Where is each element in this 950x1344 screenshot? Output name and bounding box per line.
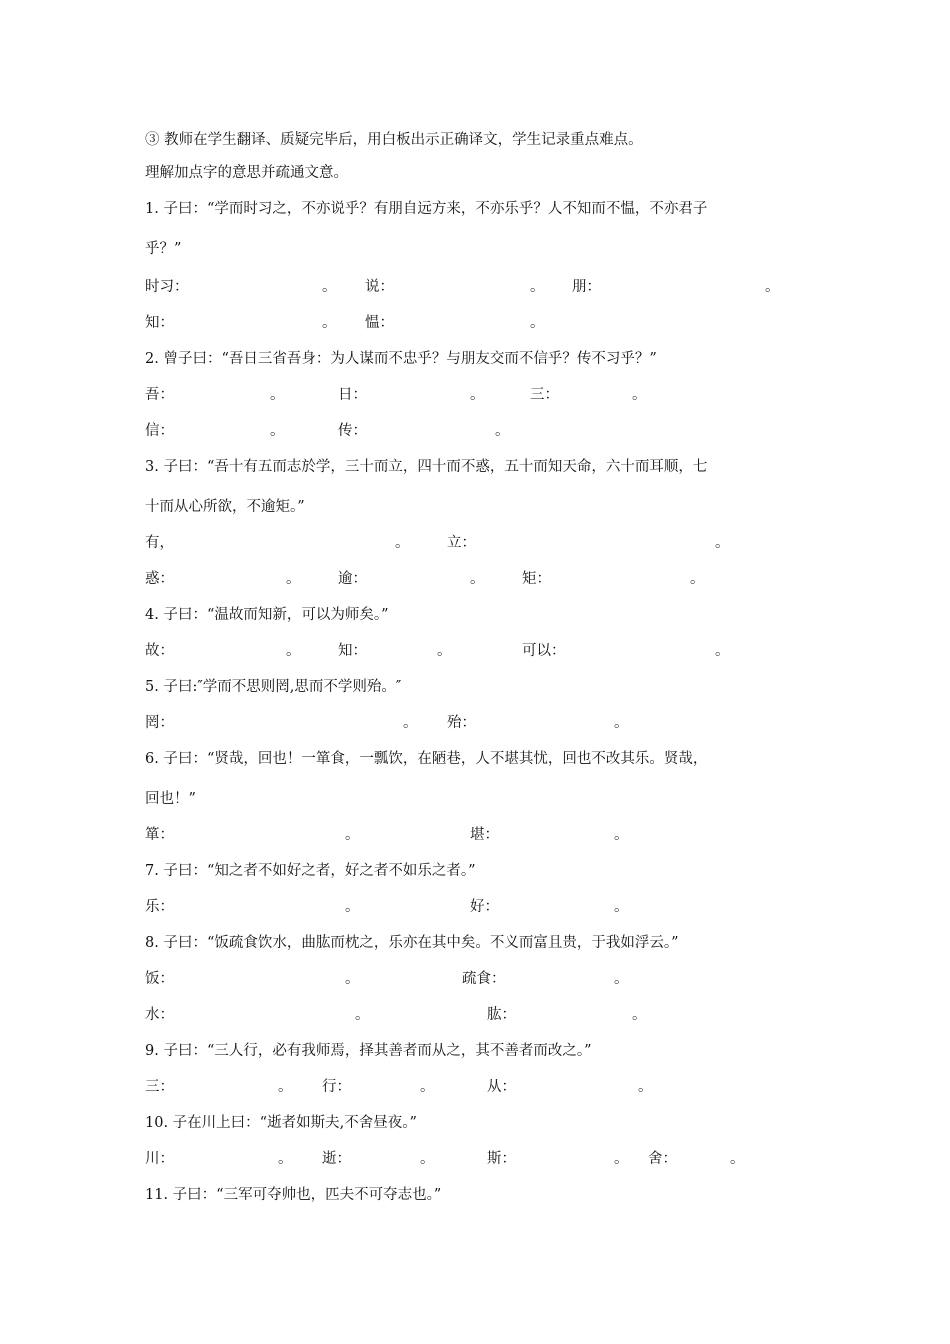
item-text: 1. 子曰：“学而时习之，不亦说乎？有朋自远方来，不亦乐乎？人不知而不愠，不亦君子 (145, 201, 708, 217)
term-end: 。 (690, 571, 705, 587)
term-end: 。 (322, 279, 337, 295)
term-end: 。 (614, 827, 629, 843)
term-end: 。 (345, 899, 360, 915)
term-label: 矩： (522, 571, 551, 587)
term-end: 。 (345, 827, 360, 843)
term-label: 有， (145, 535, 174, 551)
term-end: 。 (470, 571, 485, 587)
term-end: 。 (278, 1079, 293, 1095)
term-label: 堪： (470, 827, 499, 843)
term-end: 。 (765, 279, 780, 295)
term-end: 。 (632, 1007, 647, 1023)
term-label: 乐： (145, 899, 174, 915)
item-text: 十而从心所欲，不逾矩。” (145, 499, 305, 515)
item-text: 5. 子曰:″学而不思则罔,思而不学则殆。″ (145, 679, 402, 695)
item-text: 回也！” (145, 791, 196, 807)
term-label: 逾： (338, 571, 367, 587)
term-label: 故： (145, 643, 174, 659)
item-text: 6. 子曰：“贤哉，回也！一箪食，一瓢饮，在陋巷，人不堪其忧，回也不改其乐。贤哉， (145, 751, 708, 767)
term-label: 传： (338, 423, 367, 439)
item-text: 3. 子曰：“吾十有五而志於学，三十而立，四十而不惑，五十而知天命，六十而耳顺，七 (145, 459, 708, 475)
term-end: 。 (270, 423, 285, 439)
term-label: 时习： (145, 279, 189, 295)
term-end: 。 (614, 971, 629, 987)
item-text: 11. 子曰：“三军可夺帅也，匹夫不可夺志也。” (145, 1187, 442, 1203)
term-end: 。 (632, 387, 647, 403)
term-label: 斯： (487, 1151, 516, 1167)
term-end: 。 (638, 1079, 653, 1095)
term-end: 。 (715, 535, 730, 551)
term-label: 疏食： (462, 971, 506, 987)
term-label: 水： (145, 1007, 174, 1023)
term-label: 箪： (145, 827, 174, 843)
term-end: 。 (495, 423, 510, 439)
term-label: 川： (145, 1151, 174, 1167)
term-label: 罔： (145, 715, 174, 731)
item-text: 乎？” (145, 241, 182, 257)
term-label: 朋： (572, 279, 601, 295)
term-label: 饭： (145, 971, 174, 987)
term-label: 信： (145, 423, 174, 439)
term-end: 。 (270, 387, 285, 403)
term-end: 。 (345, 971, 360, 987)
term-label: 舍： (648, 1151, 677, 1167)
term-end: 。 (286, 643, 301, 659)
term-end: 。 (530, 315, 545, 331)
term-label: 知： (145, 315, 174, 331)
term-label: 立： (447, 535, 476, 551)
term-end: 。 (530, 279, 545, 295)
term-label: 惑： (145, 571, 174, 587)
term-label: 三： (145, 1079, 174, 1095)
term-end: 。 (614, 1151, 629, 1167)
term-label: 三： (530, 387, 559, 403)
intro-line: 理解加点字的意思并疏通文意。 (145, 165, 348, 181)
term-end: 。 (730, 1151, 745, 1167)
term-label: 从： (487, 1079, 516, 1095)
term-label: 日： (338, 387, 367, 403)
term-end: 。 (420, 1151, 435, 1167)
term-end: 。 (715, 643, 730, 659)
term-end: 。 (278, 1151, 293, 1167)
term-label: 吾： (145, 387, 174, 403)
term-end: 。 (470, 387, 485, 403)
term-end: 。 (437, 643, 452, 659)
item-text: 10. 子在川上曰：“逝者如斯夫,不舍昼夜。” (145, 1115, 417, 1131)
intro-line: ③ 教师在学生翻译、质疑完毕后，用白板出示正确译文，学生记录重点难点。 (145, 132, 643, 148)
term-label: 肱： (487, 1007, 516, 1023)
term-end: 。 (322, 315, 337, 331)
term-label: 好： (470, 899, 499, 915)
term-label: 逝： (322, 1151, 351, 1167)
term-end: 。 (420, 1079, 435, 1095)
term-end: 。 (286, 571, 301, 587)
item-text: 9. 子曰：“三人行，必有我师焉，择其善者而从之，其不善者而改之。” (145, 1043, 592, 1059)
term-end: 。 (403, 715, 418, 731)
item-text: 8. 子曰：“饭疏食饮水，曲肱而枕之，乐亦在其中矣。不义而富且贵，于我如浮云。” (145, 935, 679, 951)
item-text: 4. 子曰：“温故而知新，可以为师矣。” (145, 607, 389, 623)
term-label: 殆： (447, 715, 476, 731)
term-label: 知： (338, 643, 367, 659)
term-label: 可以： (522, 643, 566, 659)
item-text: 7. 子曰：“知之者不如好之者，好之者不如乐之者。” (145, 863, 476, 879)
term-end: 。 (614, 899, 629, 915)
term-end: 。 (614, 715, 629, 731)
term-label: 说： (365, 279, 394, 295)
term-label: 愠： (365, 315, 394, 331)
item-text: 2. 曾子曰：“吾日三省吾身：为人谋而不忠乎？与朋友交而不信乎？传不习乎？” (145, 351, 657, 367)
term-end: 。 (395, 535, 410, 551)
term-end: 。 (355, 1007, 370, 1023)
term-label: 行： (322, 1079, 351, 1095)
